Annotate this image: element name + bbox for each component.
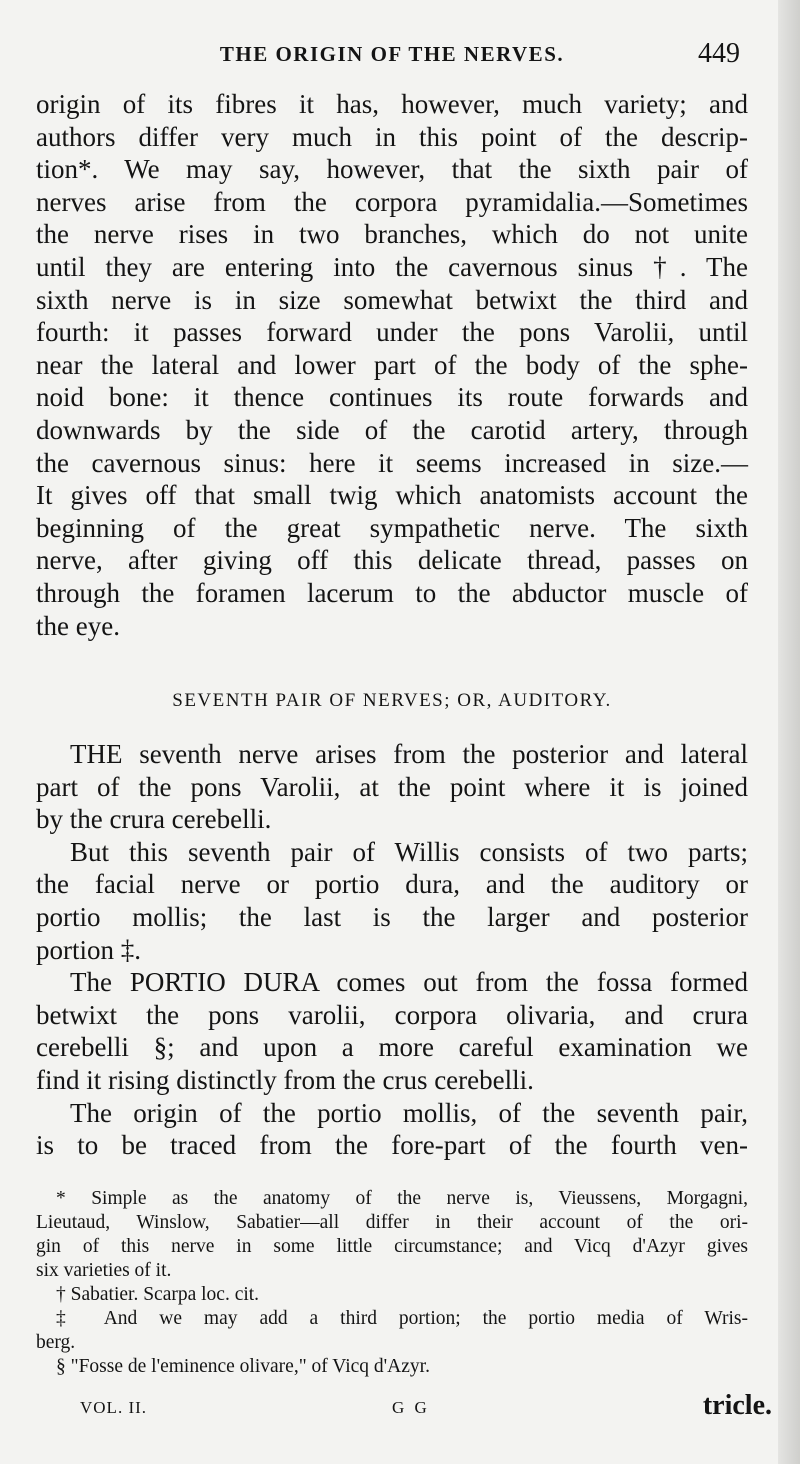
- text-line: the facial nerve or portio dura, and the auditory or: [36, 869, 748, 900]
- text-line: tion*. We may say, however, that the sixth pair of: [36, 154, 748, 185]
- footnote-line: † Sabatier. Scarpa loc. cit.: [56, 1284, 260, 1305]
- text-line: until they are entering into the cavernous sinus †. The: [36, 251, 748, 282]
- text-line: It gives off that small twig which anatomists account the: [36, 480, 748, 511]
- text-line: beginning of the great sympathetic nerve. The sixth: [36, 512, 748, 543]
- page-footer: [36, 1390, 776, 1430]
- footnote-line: berg.: [36, 1332, 76, 1353]
- footnotes: [36, 1187, 748, 1379]
- text-line: near the lateral and lower part of the body of the sphe-: [36, 349, 748, 380]
- volume-mark: VOL. II.: [80, 1398, 148, 1417]
- footnote-line: * Simple as the anatomy of the nerve is, Vieussens, Morgagni,: [56, 1188, 748, 1209]
- page-header: [36, 36, 748, 80]
- text-line: through the foramen lacerum to the abductor muscle of: [36, 577, 748, 608]
- text-line: nerve, after giving off this delicate thread, passes on: [36, 545, 748, 576]
- text-line: The PORTIO DURA comes out from the fossa formed: [70, 967, 748, 998]
- text-line: part of the pons Varolii, at the point where it is joined: [36, 771, 748, 802]
- text-line: is to be traced from the fore-part of the fourth ven-: [36, 1130, 748, 1161]
- text-line: find it rising distinctly from the crus cerebelli.: [36, 1064, 534, 1095]
- text-line: THE seventh nerve arises from the posterior and lateral: [70, 739, 748, 769]
- text-line: betwixt the pons varolii, corpora olivaria, and crura: [36, 999, 748, 1030]
- text-line: fourth: it passes forward under the pons Varolii, until: [36, 317, 748, 348]
- text-line: origin of its fibres it has, however, much variety; and: [36, 89, 748, 119]
- footnote-line: gin of this nerve in some little circumstance; and Vicq d'Azyr gives: [36, 1236, 748, 1257]
- footnote-line: Lieutaud, Winslow, Sabatier—all differ in their account of the ori-: [36, 1212, 748, 1233]
- footnote-line: § "Fosse de l'eminence olivare," of Vicq d'Azyr.: [56, 1356, 430, 1377]
- body-text-sixth-nerve: [36, 88, 748, 642]
- section-heading: SEVENTH PAIR OF NERVES; OR, AUDITORY.: [172, 690, 612, 711]
- signature-mark: G G: [392, 1398, 430, 1417]
- footnote-line: six varieties of it.: [36, 1260, 172, 1281]
- text-line: the eye.: [36, 610, 120, 641]
- body-text-seventh-nerve: [36, 738, 748, 1162]
- text-line: noid bone: it thence continues its route forwards and: [36, 382, 748, 413]
- footnote-line: ‡ And we may add a third portion; the portio media of Wris-: [56, 1308, 748, 1329]
- text-line: the cavernous sinus: here it seems increased in size.—: [36, 447, 748, 478]
- text-line: But this seventh pair of Willis consists of two parts;: [70, 836, 748, 867]
- text-line: The origin of the portio mollis, of the seventh pair,: [70, 1097, 748, 1128]
- catchword: tricle.: [702, 1390, 772, 1421]
- text-line: authors differ very much in this point of the descrip-: [36, 121, 748, 152]
- text-line: portio mollis; the last is the larger and posterior: [36, 901, 748, 932]
- text-line: sixth nerve is in size somewhat betwixt the third and: [36, 284, 748, 315]
- text-line: the nerve rises in two branches, which do not unite: [36, 219, 748, 250]
- text-line: by the crura cerebelli.: [36, 804, 272, 835]
- text-line: cerebelli §; and upon a more careful examination we: [36, 1032, 748, 1063]
- text-line: portion ‡.: [36, 934, 141, 965]
- running-title: THE ORIGIN OF THE NERVES.: [219, 42, 565, 66]
- text-line: downwards by the side of the carotid artery, through: [36, 414, 748, 445]
- page-number: 449: [698, 38, 740, 69]
- page-edge-shadow: [778, 0, 800, 1464]
- text-line: nerves arise from the corpora pyramidalia.—Sometimes: [36, 186, 748, 217]
